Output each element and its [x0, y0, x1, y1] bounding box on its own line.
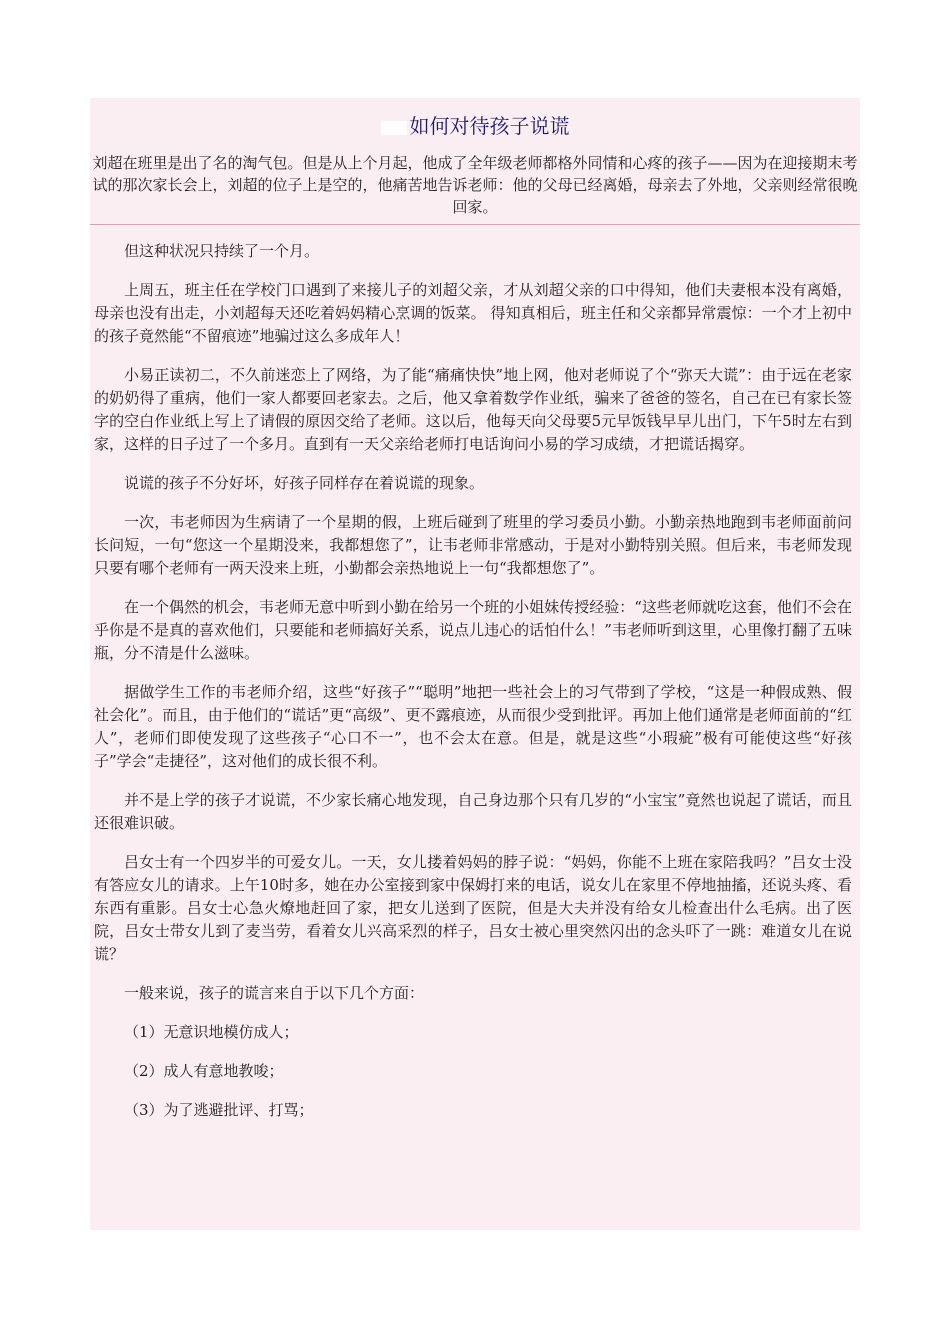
paragraph: 但这种状况只持续了一个月。: [124, 242, 320, 260]
article-title: 如何对待孩子说谎: [409, 114, 570, 138]
paragraph: 一般来说，孩子的谎言来自于以下几个方面：: [124, 984, 425, 1002]
list-item: （2）成人有意地教唆；: [124, 1062, 284, 1080]
paragraph: 据做学生工作的韦老师介绍，这些“好孩子”“聪明”地把一些社会上的习气带到了学校，“这是一种假成熟、假社会化”。而且，由于他们的“谎话”更“高级”、更不露痕迹，从而很少受到批评。再加上他们通常是老师面前的“红人”，老师们即使发现了这些孩子“心口不一”，也不会太在意。但是，就是这些“小瑕疵”极有可能使这些“好孩子”学会“走捷径”，这对他们的成长很不利。: [94, 683, 852, 770]
article-panel: [90, 98, 860, 1230]
paragraph: 并不是上学的孩子才说谎，不少家长痛心地发现，自己身边那个只有几岁的“小宝宝”竟然也说起了谎话，而且还很难识破。: [94, 791, 852, 832]
list-item: （1）无意识地模仿成人；: [124, 1023, 299, 1041]
paragraph: 小易正读初二，不久前迷恋上了网络，为了能“痛痛快快”地上网，他对老师说了个“弥天大谎”：由于远在老家的奶奶得了重病，他们一家人都要回老家去。之后，他又拿着数学作业纸，骗来了爸爸的签名，自己在已有家长签字的空白作业纸上写上了请假的原因交给了老师。这以后，他每天向父母要5元早饭钱早早儿出门，下午5时左右到家，这样的日子过了一个多月。直到有一天父亲给老师打电话询问小易的学习成绩，才把谎话揭穿。: [94, 366, 852, 453]
title-marker: [381, 121, 407, 135]
paragraph: 一次，韦老师因为生病请了一个星期的假，上班后碰到了班里的学习委员小勤。小勤亲热地跑到韦老师面前问长问短，一句“您这一个星期没来，我都想您了”，让韦老师非常感动，于是对小勤特别关照。但后来，韦老师发现只要有哪个老师有一两天没来上班，小勤都会亲热地说上一句“我都想您了”。: [94, 513, 852, 577]
article-title-row: [90, 113, 860, 139]
paragraph: 在一个偶然的机会，韦老师无意中听到小勤在给另一个班的小姐妹传授经验：“这些老师就吃这套，他们不会在乎你是不是真的喜欢他们，只要能和老师搞好关系，说点儿违心的话怕什么！”韦老师听到这里，心里像打翻了五味瓶，分不清是什么滋味。: [94, 598, 852, 662]
article-lead: 刘超在班里是出了名的淘气包。但是从上个月起，他成了全年级老师都格外同情和心疼的孩子——因为在迎接期末考试的那次家长会上，刘超的位子上是空的，他痛苦地告诉老师：他的父母已经离婚，母亲去了外地，父亲则经常很晚回家。: [92, 154, 858, 216]
paragraph: 吕女士有一个四岁半的可爱女儿。一天，女儿搂着妈妈的脖子说：“妈妈，你能不上班在家陪我吗？”吕女士没有答应女儿的请求。上午10时多，她在办公室接到家中保姆打来的电话，说女儿在家里不停地抽搐，还说头疼、看东西有重影。吕女士心急火燎地赶回了家，把女儿送到了医院，但是大夫并没有给女儿检查出什么毛病。出了医院，吕女士带女儿到了麦当劳，看着女儿兴高采烈的样子，吕女士被心里突然闪出的念头吓了一跳：难道女儿在说谎？: [94, 853, 852, 963]
header-divider: [90, 224, 860, 225]
paragraph: 上周五，班主任在学校门口遇到了来接儿子的刘超父亲，才从刘超父亲的口中得知，他们夫妻根本没有离婚，母亲也没有出走，小刘超每天还吃着妈妈精心烹调的饭菜。 得知真相后，班主任和父亲都异常震惊：一个才上初中的孩子竟然能“不留痕迹”地骗过这么多成年人！: [94, 281, 852, 345]
paragraph: 说谎的孩子不分好坏，好孩子同样存在着说谎的现象。: [124, 474, 485, 492]
article-body: [90, 240, 860, 1138]
list-item: （3）为了逃避批评、打骂；: [124, 1101, 314, 1119]
